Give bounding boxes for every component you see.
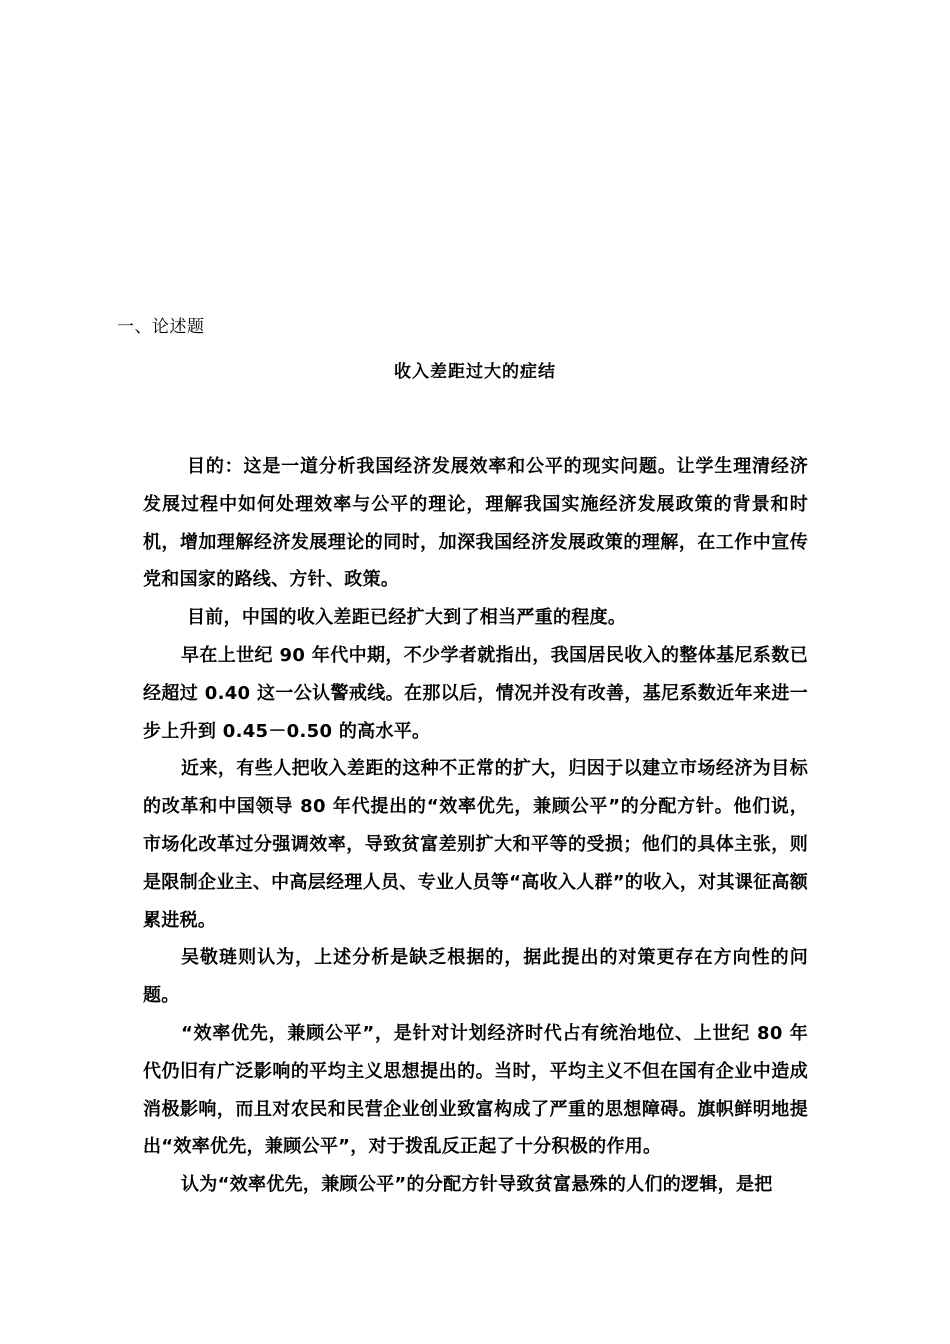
- paragraph-logic: 认为“效率优先，兼顾公平”的分配方针导致贫富悬殊的人们的逻辑，是把: [181, 1174, 773, 1196]
- document-body: [143, 448, 808, 1204]
- paragraph-efficiency-priority: “效率优先，兼顾公平”，是针对计划经济时代占有统治地位、上世纪 80 年代仍旧有广泛影响的平均主义思想提出的。当时，平均主义不但在国有企业中造成消极影响，而且对农民和民营企业创业致富构成了严重的思想障碍。旗帜鲜明地提出“效率优先，兼顾公平”，对于拨乱反正起了十分积极的作用。: [143, 1022, 808, 1158]
- paragraph-current-gap: 目前，中国的收入差距已经扩大到了相当严重的程度。: [187, 607, 627, 629]
- section-heading: 一、论述题: [117, 317, 205, 337]
- document-title: 收入差距过大的症结: [394, 362, 556, 382]
- paragraph-gini: 早在上世纪 90 年代中期，不少学者就指出，我国居民收入的整体基尼系数已经超过 0.40 这一公认警戒线。在那以后，情况并没有改善，基尼系数近年来进一步上升到 0.45－0.50 的高水平。: [143, 644, 808, 742]
- paragraph-wu-jinglian: 吴敬琏则认为，上述分析是缺乏根据的，据此提出的对策更存在方向性的问题。: [143, 947, 808, 1007]
- paragraph-attribution: 近来，有些人把收入差距的这种不正常的扩大，归因于以建立市场经济为目标的改革和中国领导 80 年代提出的“效率优先，兼顾公平”的分配方针。他们说，市场化改革过分强调效率，导致贫富差别扩大和平等的受损；他们的具体主张，则是限制企业主、中高层经理人员、专业人员等“高收入人群”的收入，对其课征高额累进税。: [143, 758, 808, 931]
- paragraph-purpose: 目的：这是一道分析我国经济发展效率和公平的现实问题。让学生理清经济发展过程中如何处理效率与公平的理论，理解我国实施经济发展政策的背景和时机，增加理解经济发展理论的同时，加深我国经济发展政策的理解，在工作中宣传党和国家的路线、方针、政策。: [143, 456, 808, 591]
